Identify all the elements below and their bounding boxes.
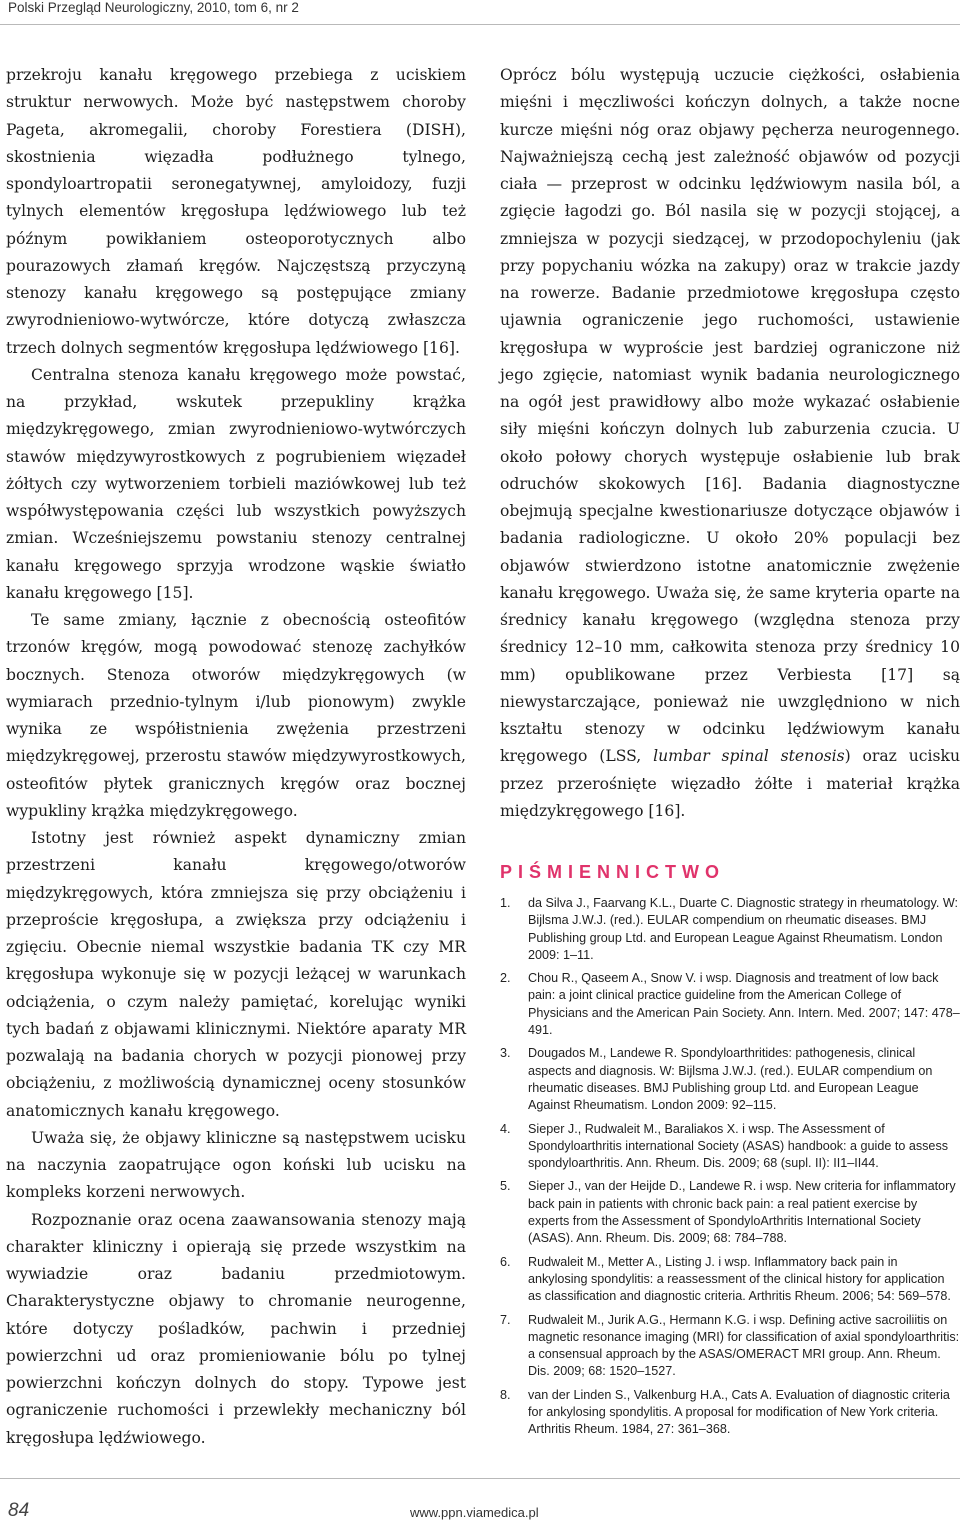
reference-text: Rudwaleit M., Metter A., Listing J. i wsp. Inflammatory back pain in ankylosing spondylitis: a reassessment of the clinical history for application as classification and diagnostic criteria. Arthritis Rheum. 2006; 54: 569–578.: [528, 1254, 951, 1304]
reference-text: Sieper J., van der Heijde D., Landewe R. i wsp. New criteria for inflammatory back pain in patients with chronic back pain: a real patient exercise by experts from the Assessment of SpondyloArthritis International Society (ASAS). Ann. Rheum. Dis. 2009; 68: 784–788.: [528, 1179, 956, 1246]
body-paragraph: Te same zmiany, łącznie z obecnością osteofitów trzonów kręgów, mogą powodować stenozę zachyłków bocznych. Stenoza otworów międzykręgowych (w wymiarach przednio-tylnym i/lub pionowym) zwykle wynika ze współistnienia zwężenia przestrzeni międzykręgowej, przerostu stawów międzywyrostkowych, osteofitów płytek granicznych kręgów oraz bocznej wypukliny krążka międzykręgowego.: [6, 611, 466, 820]
reference-number: 2.: [500, 971, 511, 986]
reference-text: van der Linden S., Valkenburg H.A., Cats A. Evaluation of diagnostic criteria for ankylosing spondylitis. A proposal for modification of New York criteria. Arthritis Rheum. 1984, 27: 361–368.: [528, 1387, 950, 1437]
reference-text: Dougados M., Landewe R. Spondyloarthritides: pathogenesis, clinical aspects and diagnosis. W: Bijlsma J.W.J. (red.). EULAR compendium on rheumatic diseases. BMJ Publishing group Ltd. and European League Against Rheumatism. London 2009: 92–115.: [528, 1046, 933, 1113]
reference-number: 7.: [500, 1312, 511, 1327]
reference-item: [500, 1178, 960, 1247]
references-heading: PIŚMIENNICTWO: [500, 862, 725, 882]
journal-header: Polski Przegląd Neurologiczny, 2010, tom 6, nr 2: [8, 0, 299, 15]
footer-url[interactable]: www.ppn.viamedica.pl: [410, 1505, 539, 1520]
body-paragraph: Centralna stenoza kanału kręgowego może powstać, na przykład, wskutek przepukliny krążka międzykręgowego, zmian zwyrodnieniowo-wytwórczych stawów międzywyrostkowych z pogrubieniem więzadeł żółtych czy wytworzeniem torbieli maziówkowej lub też współwystępowania części lub wszystkich powyższych zmian. Wcześniejszemu powstaniu stenozy centralnej kanału kręgowego sprzyja wrodzone wąskie światło kanału kręgowego [15].: [6, 365, 466, 602]
reference-text: Sieper J., Rudwaleit M., Baraliakos X. i wsp. The Assessment of Spondyloarthritis international Society (ASAS) handbook: a guide to assess spondyloarthritis. Ann. Rheum. Dis. 2009; 68 (supl. II): II1–II44.: [528, 1121, 949, 1171]
reference-number: 1.: [500, 896, 511, 910]
reference-item: [500, 1312, 960, 1381]
right-text-column: [500, 62, 960, 1445]
paragraph-text: Oprócz bólu występują uczucie ciężkości, osłabienia mięśni i męczliwości kończyn dolnych, a także nocne kurcze mięśni nóg oraz objawy pęcherza neurogennego. Najważniejszą cechą jest zależność objawów od pozycji ciała — przeprost w odcinku lędźwiowym nasila ból, a zgięcie łagodzi go. Ból nasila się w pozycji stojącej, a zmniejsza w pozycji siedzącej, w przodopochyleniu (jak przy popychaniu wózka na zakupy) oraz w trakcie jazdy na rowerze. Badanie przedmiotowe kręgosłupa często ujawnia ograniczenie jego ruchomości, ustawienie kręgosłupa w wyproście jest bardziej ograniczone niż jego zgięcie, natomiast wynik badania neurologicznego na ogół jest prawidłowy albo może wykazać osłabienie siły mięśni kończyn dolnych lub zaburzenia czucia. U około połowy chorych występuje osłabienie lub brak odruchów skokowych [16]. Badania diagnostyczne obejmują specjalne kwestionariusze dotyczące objawów i badania radiologiczne. U około 20% populacji bez objawów stwierdzono istotne anatomicznie zwężenie kanału kręgowego. Uważa się, że same kryteria oparte na średnicy kanału kręgowego (względna stenoza przy średnicy 12–10 mm, całkowita stenoza przy średnicy 10 mm) opublikowane przez Verbiesta [17] są niewystarczające, ponieważ nie uwzględniono w nich kształtu stenozy w odcinku lędźwiowym kanału kręgowego (LSS,: [500, 66, 960, 766]
reference-text: da Silva J., Faarvang K.L., Duarte C. Diagnostic strategy in rheumatology. W: Bijlsma J.W.J. (red.). EULAR compendium on rheumatic diseases. BMJ Publishing group Ltd. and European League Against Rheumatism. London 2009: 1–11.: [528, 896, 959, 962]
reference-number: 5.: [500, 1179, 511, 1194]
reference-item: [500, 1387, 960, 1439]
footer-divider: [0, 1478, 960, 1479]
reference-text: Rudwaleit M., Jurik A.G., Hermann K.G. i wsp. Defining active sacroiliitis on magnetic resonance imaging (MRI) for classification of axial spondyloarthritis: a consensual approach by the ASAS/OMERACT MRI group. Ann. Rheum. Dis. 2009; 68: 1520–1527.: [528, 1312, 960, 1379]
paragraph-italic-term: lumbar spinal stenosis: [653, 747, 845, 766]
body-paragraph: Rozpoznanie oraz ocena zaawansowania stenozy mają charakter kliniczny i opierają się przede wszystkim na wywiadzie oraz badaniu przedmiotowym. Charakterystyczne objawy to chromanie neurogenne, które dotyczy pośladków, pachwin i przedniej powierzchni ud oraz promieniowanie bólu po tylnej powierzchni kończyn dolnych do stopy. Typowe jest ograniczenie ruchomości i przewlekły mechaniczny ból kręgosłupa lędźwiowego.: [6, 1210, 466, 1447]
body-paragraph: przekroju kanału kręgowego przebiega z uciskiem struktur nerwowych. Może być następstwem choroby Pageta, akromegalii, choroby Forestiera (DISH), skostnienia więzadła podłużnego tylnego, spondyloartropatii seronegatywnej, amyloidozy, fuzji tylnych elementów kręgosłupa lędźwiowego lub też późnym powikłaniem osteoporotycznych albo pourazowych złamań kręgów. Najczęstszą przyczyną stenozy kanału kręgowego są postępujące zmiany zwyrodnieniowo-wytwórcze, które dotyczą zwłaszcza trzech dolnych segmentów kręgosłupa lędźwiowego [16].: [6, 66, 466, 357]
reference-number: 4.: [500, 1121, 511, 1136]
body-paragraph: [500, 62, 960, 825]
header-divider: [0, 24, 960, 25]
reference-item: [500, 1121, 960, 1173]
reference-text: Chou R., Qaseem A., Snow V. i wsp. Diagnosis and treatment of low back pain: a joint clinical practice guideline from the American College of Physicians and the American Pain Society. Ann. Intern. Med. 2007; 147: 478–491.: [528, 971, 960, 1038]
reference-number: 6.: [500, 1254, 511, 1269]
reference-item: [500, 970, 960, 1039]
reference-item: [500, 895, 960, 964]
reference-item: [500, 1045, 960, 1114]
paragraph-text: ) oraz ucisku przez przerośnięte więzadło żółte i materiał krążka międzykręgowego [16].: [500, 747, 960, 820]
body-paragraph: Uważa się, że objawy kliniczne są następstwem ucisku na naczynia zaopatrujące ogon koński lub ucisku na kompleks korzeni nerwowych.: [6, 1128, 466, 1202]
reference-item: [500, 1254, 960, 1306]
left-text-column: [6, 62, 466, 1452]
references-list: [500, 895, 960, 1439]
reference-number: 3.: [500, 1046, 511, 1061]
page-number: 84: [8, 1500, 30, 1521]
reference-number: 8.: [500, 1387, 511, 1402]
body-paragraph: Istotny jest również aspekt dynamiczny zmian przestrzeni kanału kręgowego/otworów międzykręgowych, która zmniejsza się przy obciążeniu i przeproście kręgosłupa, a zwiększa przy odciążeniu i zgięciu. Obecnie niemal wszystkie badania TK czy MR kręgosłupa wykonuje się w pozycji leżącej w warunkach odciążenia, o czym należy pamiętać, korelując wyniki tych badań z objawami klinicznymi. Niektóre aparaty MR pozwalają na badania chorych w pozycji pionowej przy obciążeniu, z możliwością dynamicznej oceny stosunków anatomicznych kanału kręgowego.: [6, 829, 466, 1120]
